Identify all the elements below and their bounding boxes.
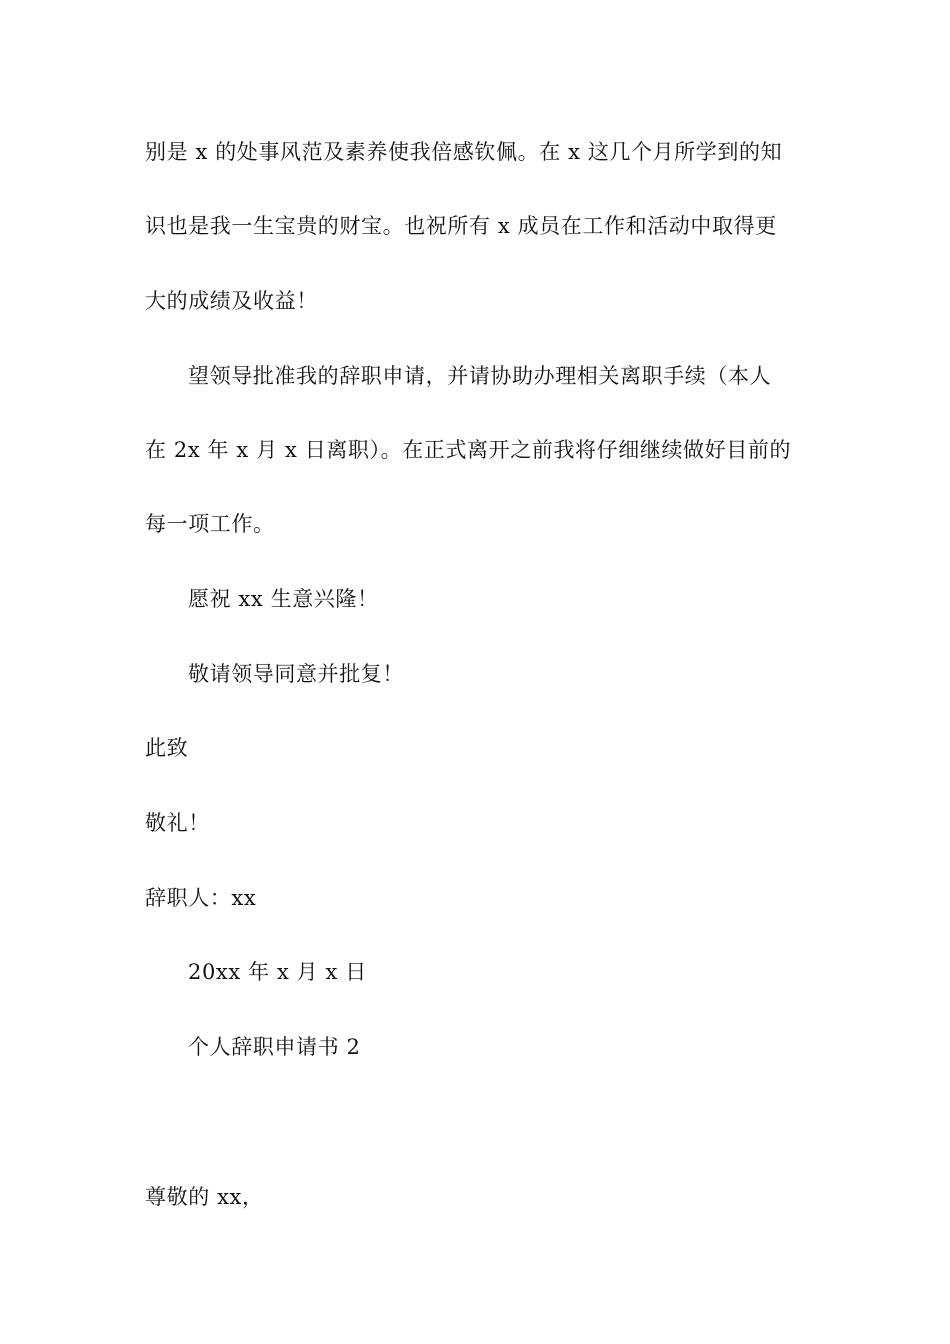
paragraph-line: 望领导批准我的辞职申请，并请协助办理相关离职手续（本人: [188, 364, 772, 388]
paragraph-line: 识也是我一生宝贵的财宝。也祝所有 x 成员在工作和活动中取得更: [145, 214, 777, 238]
section-title: 个人辞职申请书 2: [188, 1035, 361, 1059]
paragraph-line: 愿祝 xx 生意兴隆！: [188, 587, 379, 611]
paragraph-line: 敬请领导同意并批复！: [188, 662, 404, 686]
salutation-line: 敬礼！: [145, 811, 210, 835]
greeting-line: 尊敬的 xx，: [145, 1185, 264, 1209]
date-line: 20xx 年 x 月 x 日: [188, 960, 367, 984]
paragraph-line: 大的成绩及收益！: [145, 289, 318, 313]
signature-line: 辞职人：xx: [145, 886, 257, 910]
paragraph-line: 在 2x 年 x 月 x 日离职）。在正式离开之前我将仔细继续做好目前的: [145, 438, 792, 462]
paragraph-line: 每一项工作。: [145, 512, 275, 536]
paragraph-line: 别是 x 的处事风范及素养使我倍感钦佩。在 x 这几个月所学到的知: [145, 140, 783, 164]
closing-line: 此致: [145, 736, 189, 760]
